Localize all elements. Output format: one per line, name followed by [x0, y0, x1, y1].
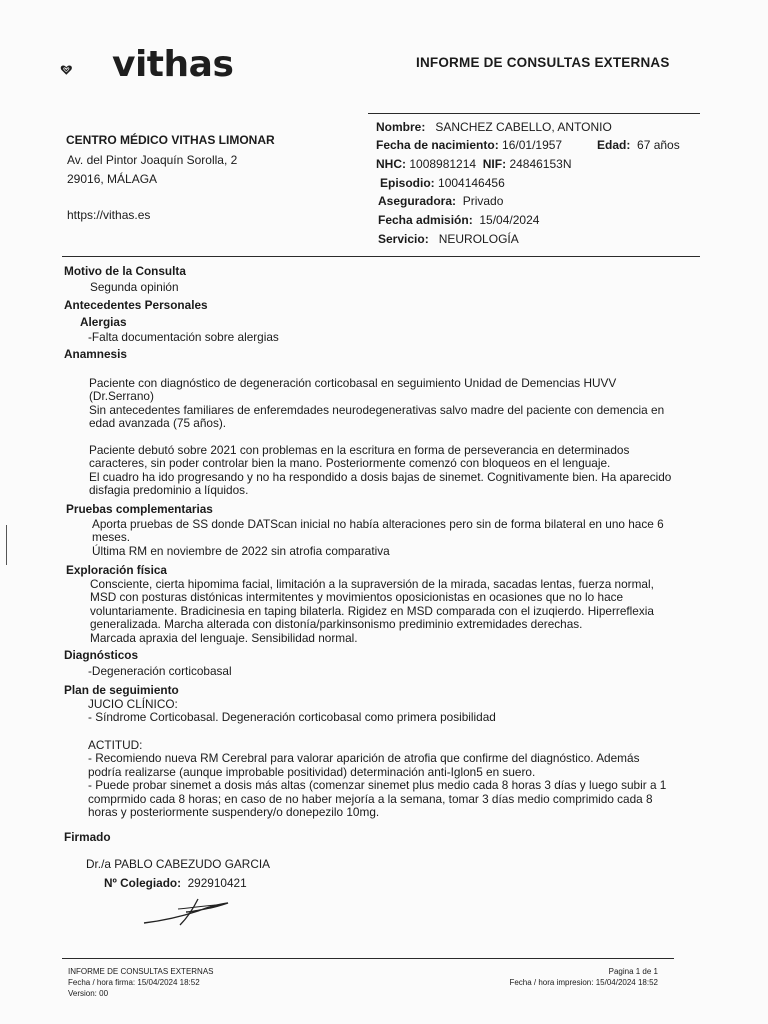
nif-value: 24846153N — [509, 157, 572, 171]
plan-title: Plan de seguimiento — [64, 683, 179, 697]
plan-line: JUCIO CLÍNICO: — [88, 697, 178, 711]
exploracion-line: MSD con posturas distónicas intermitentes y movimientos oposicionistas en ocasiones que no lo hace — [90, 590, 624, 605]
service-label: Servicio: — [378, 232, 429, 246]
plan-line: - Puede probar sinemet a dosis más altas (comenzar sinemet plus medio cada 8 horas 3 días y luego subir a 1 — [88, 778, 667, 793]
plan-paragraph-2 — [88, 739, 666, 819]
patient-admission-row — [378, 213, 539, 227]
signature-image — [140, 895, 240, 927]
info-rule — [62, 256, 700, 257]
plan-line: comprmido cada 8 horas; en caso de no haber mejoría a la semana, tomar 3 días medio comprimido cada 8 — [88, 791, 653, 806]
patient-name: SANCHEZ CABELLO, ANTONIO — [435, 120, 612, 134]
birth-date: 16/01/1957 — [502, 138, 563, 152]
pruebas-text — [92, 518, 664, 558]
exploracion-line: Consciente, cierta hipomima facial, limitación a la supraversión de la mirada, sacadas lentas, fuerza normal, — [90, 577, 654, 591]
exploracion-text — [90, 578, 654, 645]
birth-label: Fecha de nacimiento: — [376, 138, 499, 152]
patient-episode-row — [380, 176, 505, 190]
footer-impresion-value: 15/04/2024 18:52 — [595, 978, 658, 987]
anamnesis-title: Anamnesis — [64, 347, 127, 361]
footer-right — [509, 966, 658, 988]
service-value: NEUROLOGÍA — [438, 232, 519, 246]
anamnesis-line: El cuadro ha ido progresando y no ha respondido a dosis bajas de sinemet. Cognitivamente bien. Ha aparecido — [89, 469, 672, 484]
age-label: Edad: — [597, 138, 631, 152]
anamnesis-line: Paciente debutó sobre 2021 con problemas en la escritura en forma de perseverancia en determinados — [89, 443, 630, 457]
patient-service-row — [378, 232, 519, 246]
exploracion-title: Exploración física — [66, 563, 167, 577]
admission-label: Fecha admisión: — [378, 213, 473, 227]
footer-firma-label: Fecha / hora firma: — [68, 978, 136, 987]
plan-paragraph-1 — [88, 698, 496, 725]
nif-label: NIF: — [482, 157, 507, 171]
footer-impresion-row — [509, 977, 658, 988]
patient-name-row — [376, 120, 612, 134]
insurer-value: Privado — [462, 194, 504, 208]
insurer-label: Aseguradora: — [378, 194, 457, 208]
signer-name: Dr./a PABLO CABEZUDO GARCIA — [86, 857, 270, 871]
pruebas-title: Pruebas complementarias — [66, 502, 213, 516]
anamnesis-line: (Dr.Serrano) — [89, 389, 154, 404]
plan-line: - Síndrome Corticobasal. Degeneración corticobasal como primera posibilidad — [88, 710, 496, 725]
patient-nhc-row — [376, 157, 572, 171]
exploracion-line: Marcada apraxia del lenguaje. Sensibilidad normal. — [90, 630, 358, 645]
nhc-value: 1008981214 — [409, 157, 477, 171]
plan-line: ACTITUD: — [88, 738, 143, 752]
plan-line: podría realizarse (aunque improbable positividad) determinación anti-Iglon5 en suero. — [88, 764, 536, 779]
colegiado-value: 292910421 — [187, 876, 247, 890]
episode-label: Episodio: — [380, 176, 435, 190]
motivo-title: Motivo de la Consulta — [64, 264, 186, 278]
pruebas-line: Aporta pruebas de SS donde DATScan inicial no había alteraciones pero sin de forma bilateral en uno hace 6 — [92, 517, 664, 531]
footer-left — [68, 966, 214, 999]
footer-firma-row — [68, 977, 214, 988]
colegiado-row — [104, 876, 247, 890]
center-website[interactable]: https://vithas.es — [67, 208, 151, 222]
header-rule — [368, 113, 700, 114]
brand-logo-text: vithas — [112, 44, 234, 85]
plan-line: - Recomiendo nueva RM Cerebral para valorar aparición de atrofia que confirme del diagnóstico. Además — [88, 751, 640, 766]
footer-version-row — [68, 988, 214, 999]
footer-firma-value: 15/04/2024 18:52 — [137, 978, 200, 987]
motivo-text: Segunda opinión — [90, 280, 179, 294]
diagnosticos-title: Diagnósticos — [64, 648, 139, 662]
colegiado-label: Nº Colegiado: — [104, 876, 182, 890]
footer-title: INFORME DE CONSULTAS EXTERNAS — [68, 967, 214, 976]
pruebas-line: Última RM en noviembre de 2022 sin atrofia comparativa — [92, 543, 390, 558]
antecedentes-title: Antecedentes Personales — [64, 298, 208, 312]
alergias-text: -Falta documentación sobre alergias — [88, 330, 279, 344]
footer-version-label: Version: — [68, 989, 97, 998]
patient-age-row — [597, 138, 680, 152]
patient-birth-row — [376, 138, 562, 152]
anamnesis-line: Sin antecedentes familiares de enferemdades neurodegenerativas salvo madre del paciente con demencia en — [89, 402, 665, 417]
footer-impresion-label: Fecha / hora impresion: — [509, 978, 594, 987]
heart-icon — [60, 48, 110, 92]
anamnesis-line: caracteres, sin poder controlar bien la mano. Posteriormente comenzó con bloqueos en el lenguaje. — [89, 456, 611, 471]
center-name: CENTRO MÉDICO VITHAS LIMONAR — [66, 133, 275, 147]
episode-value: 1004146456 — [438, 176, 505, 190]
footer-rule — [62, 958, 674, 959]
center-address: Av. del Pintor Joaquín Sorolla, 2 — [67, 153, 238, 167]
scan-edge-mark — [6, 525, 7, 565]
footer-page: Pagina 1 de 1 — [608, 967, 658, 976]
document-title: INFORME DE CONSULTAS EXTERNAS — [416, 55, 670, 70]
footer-version-value: 00 — [99, 989, 109, 998]
exploracion-line: voluntariamente. Bradicinesia en taping bilaterla. Rigidez en MSD comparada con el izuqierdo. Hiperreflexia — [90, 603, 654, 618]
admission-value: 15/04/2024 — [479, 213, 540, 227]
patient-insurer-row — [378, 194, 503, 208]
anamnesis-line: edad avanzada (75 años). — [89, 416, 227, 431]
alergias-title: Alergias — [80, 315, 127, 329]
age-value: 67 años — [637, 138, 680, 152]
center-city: 29016, MÁLAGA — [67, 172, 158, 186]
exploracion-line: generalizada. Marcha alterada con distonía/parkinsonismo prediminio extremidades derechas. — [90, 617, 583, 632]
nhc-label: NHC: — [376, 157, 406, 171]
anamnesis-paragraph-1 — [89, 377, 664, 431]
pruebas-line: meses. — [92, 530, 131, 545]
anamnesis-paragraph-2 — [89, 444, 671, 498]
firmado-title: Firmado — [64, 830, 111, 844]
plan-line: horas y posteriormente suspendery/o donepezilo 10mg. — [88, 805, 380, 820]
anamnesis-line: Paciente con diagnóstico de degeneración corticobasal en seguimiento Unidad de Demencias HUVV — [89, 376, 617, 390]
diagnosticos-text: -Degeneración corticobasal — [88, 664, 232, 678]
patient-name-label: Nombre: — [376, 120, 426, 134]
anamnesis-line: disfagia predominio a líquidos. — [89, 483, 249, 498]
